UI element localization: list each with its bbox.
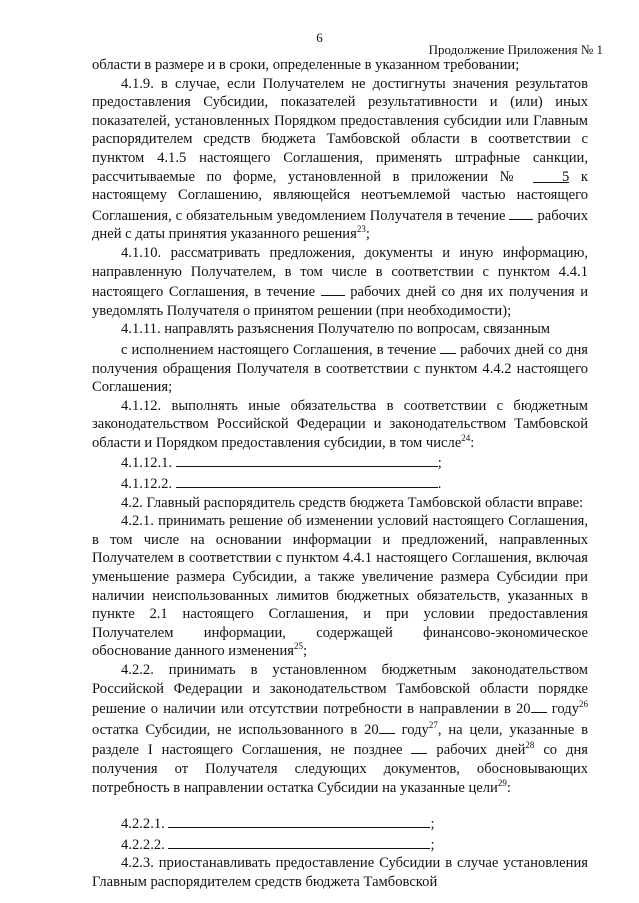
blank-line xyxy=(509,205,533,220)
clause-number: 4.2.2.1. xyxy=(121,816,165,833)
paragraph-text: 4.2.2. принимать в установленном бюджетным законодательством Российской Федерации и законодательством Тамбовской области порядке решение о наличии или отсутствии потребности в направлении в 20 xyxy=(92,662,588,718)
paragraph-text: , на цели, указанные в разделе I настоящего Соглашения, не позднее xyxy=(92,721,588,759)
blank-line xyxy=(176,473,438,488)
blank-line xyxy=(379,719,395,734)
clause-4-2-2 xyxy=(92,661,588,797)
clause-4-1-12 xyxy=(92,397,588,453)
paragraph-text: году xyxy=(551,701,579,718)
paragraph-text: рабочих дней с даты принятия указанного решения xyxy=(92,207,589,243)
punctuation: ; xyxy=(302,643,308,660)
footnote-ref: 26 xyxy=(579,699,588,710)
spacer xyxy=(92,797,588,813)
paragraph-text: 4.2.3. приостанавливать предоставление Субсидии в случае установления Главным распорядителем средств бюджета Тамбовской xyxy=(92,855,588,890)
footnote-ref: 24 xyxy=(461,433,471,444)
paragraph-text: рабочих дней со дня их получения и уведомлять Получателя о принятом решении (при необходимости); xyxy=(92,284,589,319)
clause-number: 4.2.2.2. xyxy=(121,836,165,853)
page-number: 6 xyxy=(316,30,323,45)
clause-4-2-3 xyxy=(92,854,588,891)
clause-4-2-2-2 xyxy=(92,834,588,855)
clause-4-1-11 xyxy=(92,320,588,339)
punctuation: : xyxy=(506,779,511,796)
running-head: Продолжение Приложения № 1 xyxy=(428,42,603,57)
clause-4-2 xyxy=(92,494,588,513)
clause-4-2-2-1 xyxy=(92,813,588,834)
paragraph-text: остатка Субсидии, не использованного в 20 xyxy=(92,721,379,738)
punctuation: ; xyxy=(365,226,370,243)
footnote-ref: 25 xyxy=(293,641,303,652)
blank-line xyxy=(411,739,427,754)
paragraph-text: области в размере и в сроки, определенные в указанном требовании; xyxy=(92,57,520,73)
paragraph-text: 4.2.1. принимать решение об изменении условий настоящего Соглашения, в том числе на основании информации и предложений, направленных Получателем в соответствии с пунктом 4.4.1 настоящего Соглашения, включая уменьшение размера Субсидии, а также увеличение размера Субсидии при наличии неиспользованных лимитов бюджетных обязательств, указанных в пункте 2.1 настоящего Соглашения, и при условии предоставления Получателем информации, содержащей финансово-экономическое обоснование данного изменения xyxy=(92,513,588,660)
footnote-ref: 29 xyxy=(497,777,507,788)
blank-line xyxy=(168,834,430,849)
paragraph-text: 4.1.9. в случае, если Получателем не достигнуты значения результатов предоставления Субсидии, показателей результативности и (или) иных показателей, установленных Порядком предоставления субсидии или Главным распорядителем средств бюджета Тамбовской области в соответствии с пунктом 4.1.5 настоящего Соглашения, применять штрафные санкции, рассчитываемые по форме, установленной в приложении № xyxy=(92,75,588,185)
punctuation: ; xyxy=(430,836,435,853)
paragraph-text: со дня получения от Получателя следующих документов, обосновывающих потребность в направлении остатка Субсидии на указанные цели xyxy=(92,742,588,796)
blank-line xyxy=(168,813,430,828)
blank-line xyxy=(321,281,345,296)
blank-line xyxy=(176,452,438,467)
clause-4-1-12-2 xyxy=(92,473,588,494)
punctuation: . xyxy=(437,476,442,493)
paragraph-text: 4.1.11. направлять разъяснения Получателю по вопросам, связанным xyxy=(121,321,551,338)
paragraph-text: 4.1.10. рассматривать предложения, документы и иную информацию, направленную Получателем, в том числе в соответствии с пунктом 4.4.1 настоящего Соглашения, в течение xyxy=(92,244,588,301)
clause-number: 4.1.12.1. xyxy=(121,455,173,472)
clause-4-1-9 xyxy=(92,75,588,244)
punctuation: : xyxy=(470,434,475,451)
paragraph-text: к настоящему Соглашению, являющейся неотъемлемой частью настоящего Соглашения, с обязательным уведомлением Получателя в течение xyxy=(92,168,588,224)
clause-4-1-10 xyxy=(92,244,588,320)
footnote-ref: 27 xyxy=(428,719,438,730)
paragraph-text: рабочих дней xyxy=(436,742,526,759)
document-body xyxy=(92,56,588,892)
blank-line xyxy=(531,698,547,713)
appendix-number: 5 xyxy=(533,168,569,183)
footnote-ref: 28 xyxy=(525,740,535,751)
paragraph-continuation xyxy=(92,56,588,75)
footnote-ref: 23 xyxy=(356,224,366,235)
clause-4-1-11-cont xyxy=(92,339,588,397)
clause-4-2-1 xyxy=(92,512,588,661)
paragraph-text: 4.2. Главный распорядитель средств бюджета Тамбовской области вправе: xyxy=(121,494,584,511)
paragraph-text: 4.1.12. выполнять иные обязательства в соответствии с бюджетным законодательством Российской Федерации и законодательством Тамбовской области и Порядком предоставления субсидии, в том числе xyxy=(92,397,588,451)
punctuation: ; xyxy=(437,455,442,472)
paragraph-text: с исполнением настоящего Соглашения, в течение xyxy=(121,341,437,358)
paragraph-text: году xyxy=(401,721,429,738)
clause-number: 4.1.12.2. xyxy=(121,476,173,493)
paragraph-text: рабочих дней со дня получения обращения Получателя в соответствии с пунктом 4.4.2 настоящего Соглашения; xyxy=(92,341,588,396)
clause-4-1-12-1 xyxy=(92,452,588,473)
blank-line xyxy=(440,339,456,354)
punctuation: ; xyxy=(430,816,435,833)
